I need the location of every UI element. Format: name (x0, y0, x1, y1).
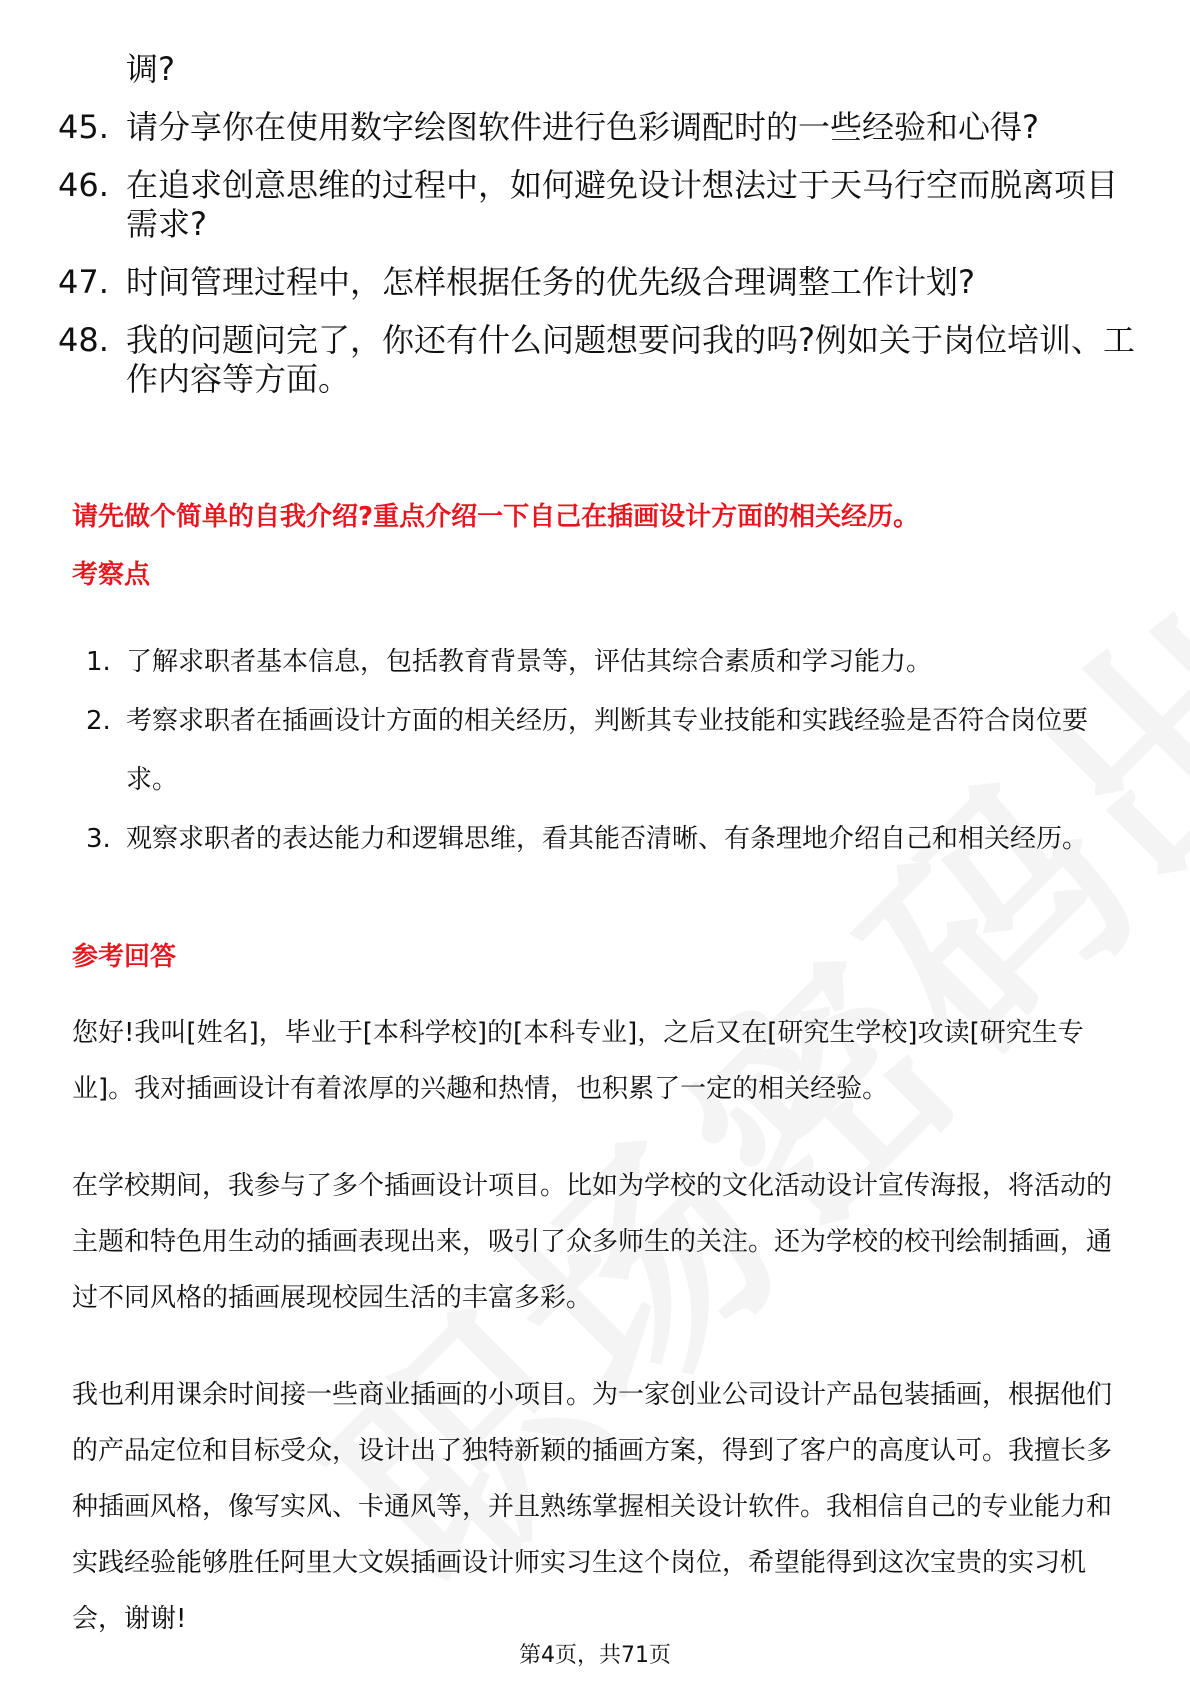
question-47 (58, 263, 1138, 302)
point-number: 1. (86, 647, 111, 677)
answer-body (72, 1005, 1122, 1688)
point-text: 了解求职者基本信息，包括教育背景等，评估其综合素质和学习能力。 (126, 647, 933, 677)
points-heading: 考察点 (72, 560, 151, 590)
question-number: 48. (58, 321, 109, 359)
page-footer: 第4页，共71页 (519, 1643, 671, 1668)
question-45 (58, 108, 1138, 147)
question-46 (58, 166, 1138, 244)
point-number: 2. (86, 706, 111, 736)
answer-paragraph: 我也利用课余时间接一些商业插画的小项目。为一家创业公司设计产品包装插画，根据他们的产品定位和目标受众，设计出了独特新颖的插画方案，得到了客户的高度认可。我擅长多种插画风格，像写实风、卡通风等，并且熟练掌握相关设计软件。我相信自己的专业能力和实践经验能够胜任阿里大文娱插画设计师实习生这个岗位，希望能得到这次宝贵的实习机会，谢谢! (72, 1380, 1113, 1634)
answer-paragraph: 在学校期间，我参与了多个插画设计项目。比如为学校的文化活动设计宣传海报，将活动的主题和特色用生动的插画表现出来，吸引了众多师生的关注。还为学校的校刊绘制插画，通过不同风格的插画展现校园生活的丰富多彩。 (72, 1171, 1113, 1313)
question-number: 47. (58, 263, 109, 301)
question-number: 45. (58, 108, 109, 146)
question-number: 46. (58, 166, 109, 204)
point-item (72, 692, 1122, 810)
points-list (72, 633, 1122, 869)
answer-paragraph: 您好!我叫[姓名]，毕业于[本科学校]的[本科专业]，之后又在[研究生学校]攻读[研究生专业]。我对插画设计有着浓厚的兴趣和热情，也积累了一定的相关经验。 (72, 1018, 1084, 1104)
point-number: 3. (86, 824, 111, 854)
question-48 (58, 321, 1138, 399)
question-text: 时间管理过程中，怎样根据任务的优先级合理调整工作计划? (126, 263, 975, 301)
question-continuation (58, 50, 1138, 89)
question-text: 请分享你在使用数字绘图软件进行色彩调配时的一些经验和心得? (126, 108, 1039, 146)
point-item (72, 810, 1122, 869)
answer-heading: 参考回答 (72, 942, 177, 972)
point-text: 考察求职者在插画设计方面的相关经历，判断其专业技能和实践经验是否符合岗位要求。 (126, 706, 1089, 795)
question-list (58, 50, 1138, 418)
point-item (72, 633, 1122, 692)
point-text: 观察求职者的表达能力和逻辑思维，看其能否清晰、有条理地介绍自己和相关经历。 (126, 824, 1089, 854)
question-text: 我的问题问完了，你还有什么问题想要问我的吗?例如关于岗位培训、工作内容等方面。 (126, 321, 1135, 398)
question-text: 在追求创意思维的过程中，如何避免设计想法过于天马行空而脱离项目需求? (126, 166, 1119, 243)
question-continuation-text: 调? (126, 50, 175, 88)
section-title: 请先做个简单的自我介绍?重点介绍一下自己在插画设计方面的相关经历。 (72, 502, 920, 532)
